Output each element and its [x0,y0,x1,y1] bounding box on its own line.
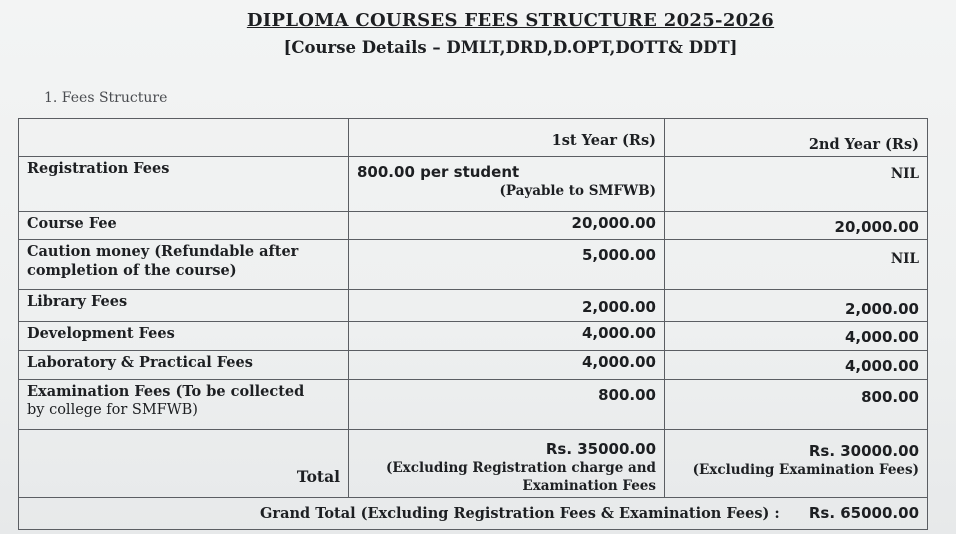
label-total: Total [19,430,349,498]
value-examination-year1: 800.00 [349,380,665,430]
value-library-year2: 2,000.00 [665,290,928,322]
label-caution: Caution money (Refundable after completion of the course) [19,240,349,290]
label-examination: Examination Fees (To be collected by college for SMFWB) [19,380,349,430]
table-row-library [19,290,928,322]
value-caution-year1: 5,000.00 [349,240,665,290]
value-laboratory-year1: 4,000.00 [349,351,665,380]
value-registration-year1: 800.00 per student (Payable to SMFWB) [349,157,665,212]
table-row-grand-total [19,498,928,530]
value-laboratory-year2: 4,000.00 [665,351,928,380]
header-cell-empty [19,119,349,157]
table-row-registration [19,157,928,212]
value-total-year2: Rs. 30000.00 (Excluding Examination Fees) [665,430,928,498]
table-row-course-fee [19,212,928,240]
section-label: 1. Fees Structure [44,90,168,106]
value-course-fee-year1: 20,000.00 [349,212,665,240]
label-laboratory: Laboratory & Practical Fees [19,351,349,380]
grand-total-label: Grand Total (Excluding Registration Fees & Examination Fees) : [260,505,780,522]
header-year1: 1st Year (Rs) [349,119,665,157]
table-header-row [19,119,928,157]
header-year2: 2nd Year (Rs) [665,119,928,157]
table-row-caution [19,240,928,290]
fees-table [18,118,928,530]
table-row-total [19,430,928,498]
value-library-year1: 2,000.00 [349,290,665,322]
value-total-year1: Rs. 35000.00 (Excluding Registration charge and Examination Fees [349,430,665,498]
value-examination-year2: 800.00 [665,380,928,430]
value-development-year2: 4,000.00 [665,322,928,351]
grand-total-cell [19,498,928,530]
document-subtitle: [Course Details – DMLT,DRD,D.OPT,DOTT& DDT] [283,38,738,57]
value-development-year1: 4,000.00 [349,322,665,351]
value-registration-year2: NIL [665,157,928,212]
label-registration: Registration Fees [19,157,349,212]
label-course-fee: Course Fee [19,212,349,240]
table-row-development [19,322,928,351]
grand-total-amount: Rs. 65000.00 [808,504,919,522]
table-row-examination [19,380,928,430]
label-library: Library Fees [19,290,349,322]
document-title: DIPLOMA COURSES FEES STRUCTURE 2025-2026 [246,10,775,31]
value-caution-year2: NIL [665,240,928,290]
value-course-fee-year2: 20,000.00 [665,212,928,240]
label-development: Development Fees [19,322,349,351]
table-row-laboratory [19,351,928,380]
